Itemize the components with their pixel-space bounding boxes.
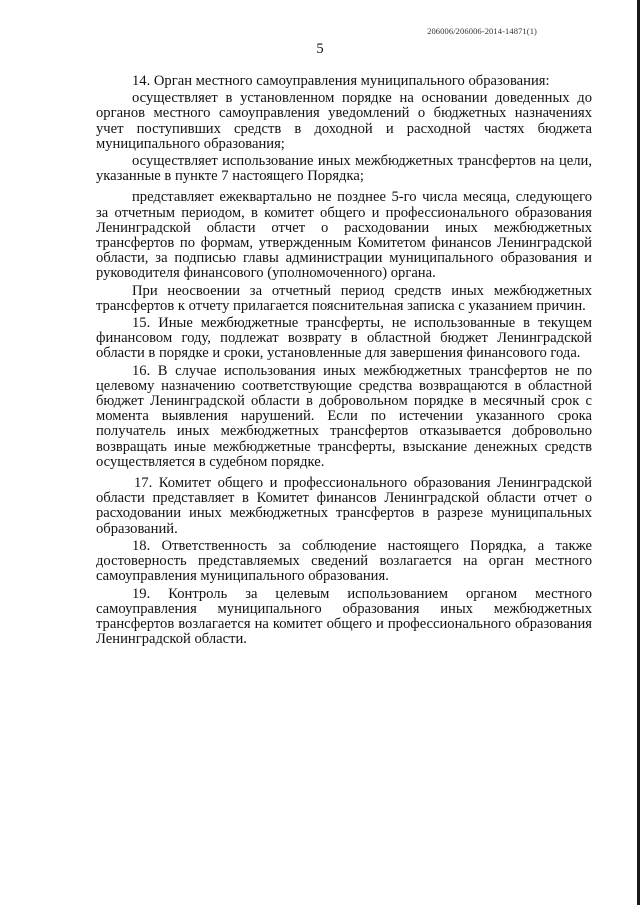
- page-number: 5: [316, 41, 324, 57]
- document-body: [96, 74, 592, 649]
- paragraph-17: 17. Комитет общего и профессионального образования Ленинградской области представляет в Комитет финансов Ленинградской области отчет о расходовании иных межбюджетных трансфертов в разрезе муниципальных образований.: [96, 475, 592, 537]
- document-id: 206006/206006-2014-14871(1): [427, 26, 537, 36]
- paragraph-14-usage: осуществляет использование иных межбюджетных трансфертов на цели, указанные в пункте 7 настоящего Порядка;: [96, 153, 592, 185]
- paragraph-14-explanatory-note: При неосвоении за отчетный период средств иных межбюджетных трансфертов к отчету прилагается пояснительная записка с указанием причин.: [96, 282, 592, 314]
- paragraph-15: 15. Иные межбюджетные трансферты, не использованные в текущем финансовом году, подлежат возврату в областной бюджет Ленинградской области в порядке и сроки, установленные для завершения финансового года.: [96, 315, 592, 362]
- paragraph-19: 19. Контроль за целевым использованием органом местного самоуправления муниципального образования иных межбюджетных трансфертов возлагается на комитет общего и профессионального образования Ленинградской области.: [96, 585, 592, 648]
- paragraph-14-reporting: представляет ежеквартально не позднее 5-го числа месяца, следующего за отчетным периодом, в комитет общего и профессионального образования Ленинградской области отчет о расходовании иных межбюджетных трансфертов по формам, утвержденным Комитетом финансов Ленинградской области, за подписью главы администрации муниципального образования и руководителя финансового (уполномоченного) органа.: [96, 189, 592, 282]
- paragraph-16: 16. В случае использования иных межбюджетных трансфертов не по целевому назначению соответствующие средства возвращаются в областной бюджет Ленинградской области в добровольном порядке в месячный срок с момента выявления нарушений. Если по истечении указанного срока получатель иных межбюджетных трансфертов отказывается добровольно возвращать иные межбюджетные трансферты, взыскание денежных средств осуществляется в судебном порядке.: [96, 362, 592, 470]
- paragraph-14-heading: 14. Орган местного самоуправления муниципального образования:: [132, 73, 550, 89]
- paragraph-14-accounting: осуществляет в установленном порядке на основании доведенных до органов местного самоуправления уведомлений о бюджетных назначениях учет поступивших средств в доходной и расходной частях бюджета муниципального образования;: [96, 90, 592, 152]
- paragraph-18: 18. Ответственность за соблюдение настоящего Порядка, а также достоверность представляемых сведений возлагается на орган местного самоуправления муниципального образования.: [96, 537, 592, 585]
